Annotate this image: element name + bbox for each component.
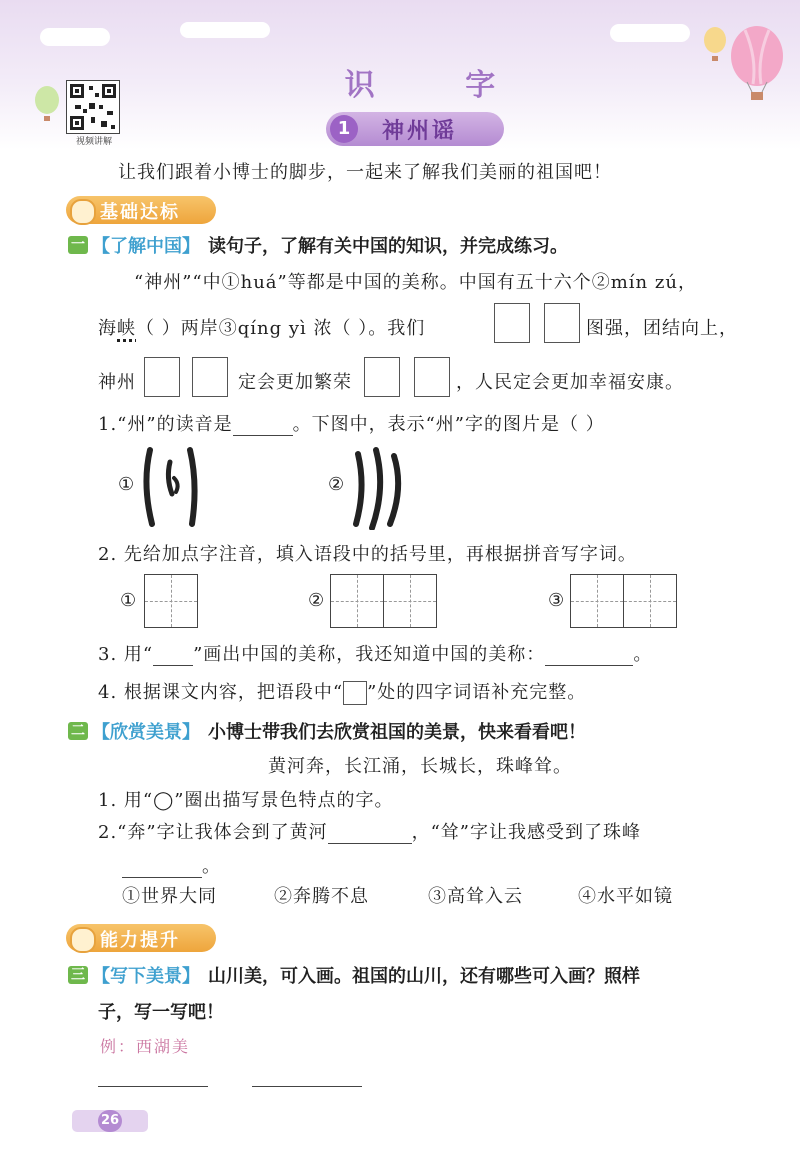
passage-text: 海	[98, 318, 117, 339]
passage-text: （ ）两岸③qíng yì 浓（ ）。我们	[136, 318, 426, 339]
question-tag: 【了解中国】	[92, 236, 200, 257]
writing-grid[interactable]	[570, 574, 677, 628]
notepad-icon	[70, 927, 96, 953]
passage-line: “神州”“中①huá”等都是中国的美称。中国有五十六个②mín zú，	[134, 272, 697, 293]
sub-question-text: ，“耸”字让我感受到了珠峰	[411, 822, 641, 843]
sub-question-1	[98, 410, 605, 436]
cloud-decoration	[40, 28, 110, 46]
option[interactable]: ③高耸入云	[428, 886, 523, 907]
lesson-number: 1	[330, 115, 358, 143]
option-label: ①	[118, 474, 136, 495]
option[interactable]: ②奔腾不息	[274, 886, 369, 907]
option[interactable]: ①世界大同	[122, 886, 217, 907]
question-number: 三	[68, 966, 88, 984]
option[interactable]: ④水平如镜	[578, 886, 673, 907]
grid-cell[interactable]	[330, 574, 384, 628]
sub-question-text: 2.“奔”字让我体会到了黄河	[98, 822, 328, 843]
poem-line: 黄河奔，长江涌，长城长，珠峰耸。	[268, 756, 572, 777]
passage-line: 神州	[98, 372, 136, 393]
medal-icon	[70, 199, 96, 225]
grid-cell[interactable]	[144, 574, 198, 628]
grid-cell[interactable]	[383, 574, 437, 628]
sub-question-text: 。下图中，表示“州”字的图片是（ ）	[292, 414, 605, 435]
grid-cell[interactable]	[570, 574, 624, 628]
line-sample	[153, 644, 193, 666]
sub-question-1: 1. 用“◯”圈出描写景色特点的字。	[98, 790, 394, 811]
grid-label: ③	[548, 590, 566, 611]
section-title-advanced: 能力提升	[100, 930, 180, 951]
qr-caption: 视频讲解	[75, 137, 112, 147]
dotted-char: 峡	[117, 318, 136, 339]
passage-line: 图强，团结向上，	[586, 318, 738, 339]
sub-question-2-cont	[122, 852, 221, 878]
sub-question-text: 1.“州”的读音是	[98, 414, 233, 435]
answer-box[interactable]	[364, 357, 400, 397]
intro-text: 让我们跟着小博士的脚步，一起来了解我们美丽的祖国吧！	[118, 162, 612, 183]
question-prompt: 小博士带我们去欣赏祖国的美景，快来看看吧！	[208, 722, 586, 743]
passage-line: ，人民定会更加幸福安康。	[456, 372, 684, 393]
question-tag: 【写下美景】	[92, 966, 200, 987]
section-title-basic: 基础达标	[100, 202, 180, 223]
answer-line[interactable]	[252, 1086, 362, 1087]
cloud-decoration	[180, 22, 270, 38]
writing-grid[interactable]	[330, 574, 437, 628]
option-label: ②	[328, 474, 346, 495]
ancient-zhou-glyph-2[interactable]	[350, 444, 414, 530]
question-prompt: 读句子，了解有关中国的知识，并完成练习。	[208, 236, 568, 257]
cloud-decoration	[610, 24, 690, 42]
answer-blank[interactable]	[233, 414, 293, 436]
sub-question-text: 3. 用“	[98, 644, 154, 665]
passage-line	[98, 314, 425, 340]
grid-label: ①	[120, 590, 138, 611]
example-text: 例：西湖美	[100, 1037, 191, 1056]
answer-blank[interactable]	[545, 644, 633, 666]
question-number: 二	[68, 722, 88, 740]
lesson-name: 神州谣	[382, 119, 458, 144]
question-number: 一	[68, 236, 88, 254]
answer-box[interactable]	[544, 303, 580, 343]
writing-grid[interactable]	[144, 574, 198, 628]
sub-question-2: 2. 先给加点字注音，填入语段中的括号里，再根据拼音写字词。	[98, 544, 637, 565]
answer-box[interactable]	[414, 357, 450, 397]
answer-box[interactable]	[144, 357, 180, 397]
sub-question-text: 。	[633, 644, 653, 665]
answer-blank[interactable]	[328, 822, 412, 844]
grid-label: ②	[308, 590, 326, 611]
passage-line: 定会更加繁荣	[238, 372, 352, 393]
ancient-zhou-glyph-1[interactable]	[140, 444, 204, 530]
box-symbol	[343, 681, 367, 705]
grid-cell[interactable]	[623, 574, 677, 628]
answer-blank[interactable]	[122, 856, 202, 878]
sub-question-text: ”画出中国的美称，我还知道中国的美称：	[193, 644, 546, 665]
sub-question-text: 。	[202, 856, 221, 877]
sub-question-3	[98, 640, 652, 666]
answer-box[interactable]	[192, 357, 228, 397]
answer-line[interactable]	[98, 1086, 208, 1087]
answer-box[interactable]	[494, 303, 530, 343]
page-number: 26	[98, 1110, 122, 1132]
question-prompt-cont: 子，写一写吧！	[98, 1002, 224, 1023]
sub-question-text: ”处的四字词语补充完整。	[367, 682, 587, 703]
sub-question-2	[98, 818, 641, 844]
unit-title: 识 字	[344, 68, 536, 103]
question-tag: 【欣赏美景】	[92, 722, 200, 743]
sub-question-4	[98, 678, 586, 705]
question-prompt: 山川美，可入画。祖国的山川，还有哪些可入画？照样	[208, 966, 640, 987]
sub-question-text: 4. 根据课文内容，把语段中“	[98, 682, 344, 703]
